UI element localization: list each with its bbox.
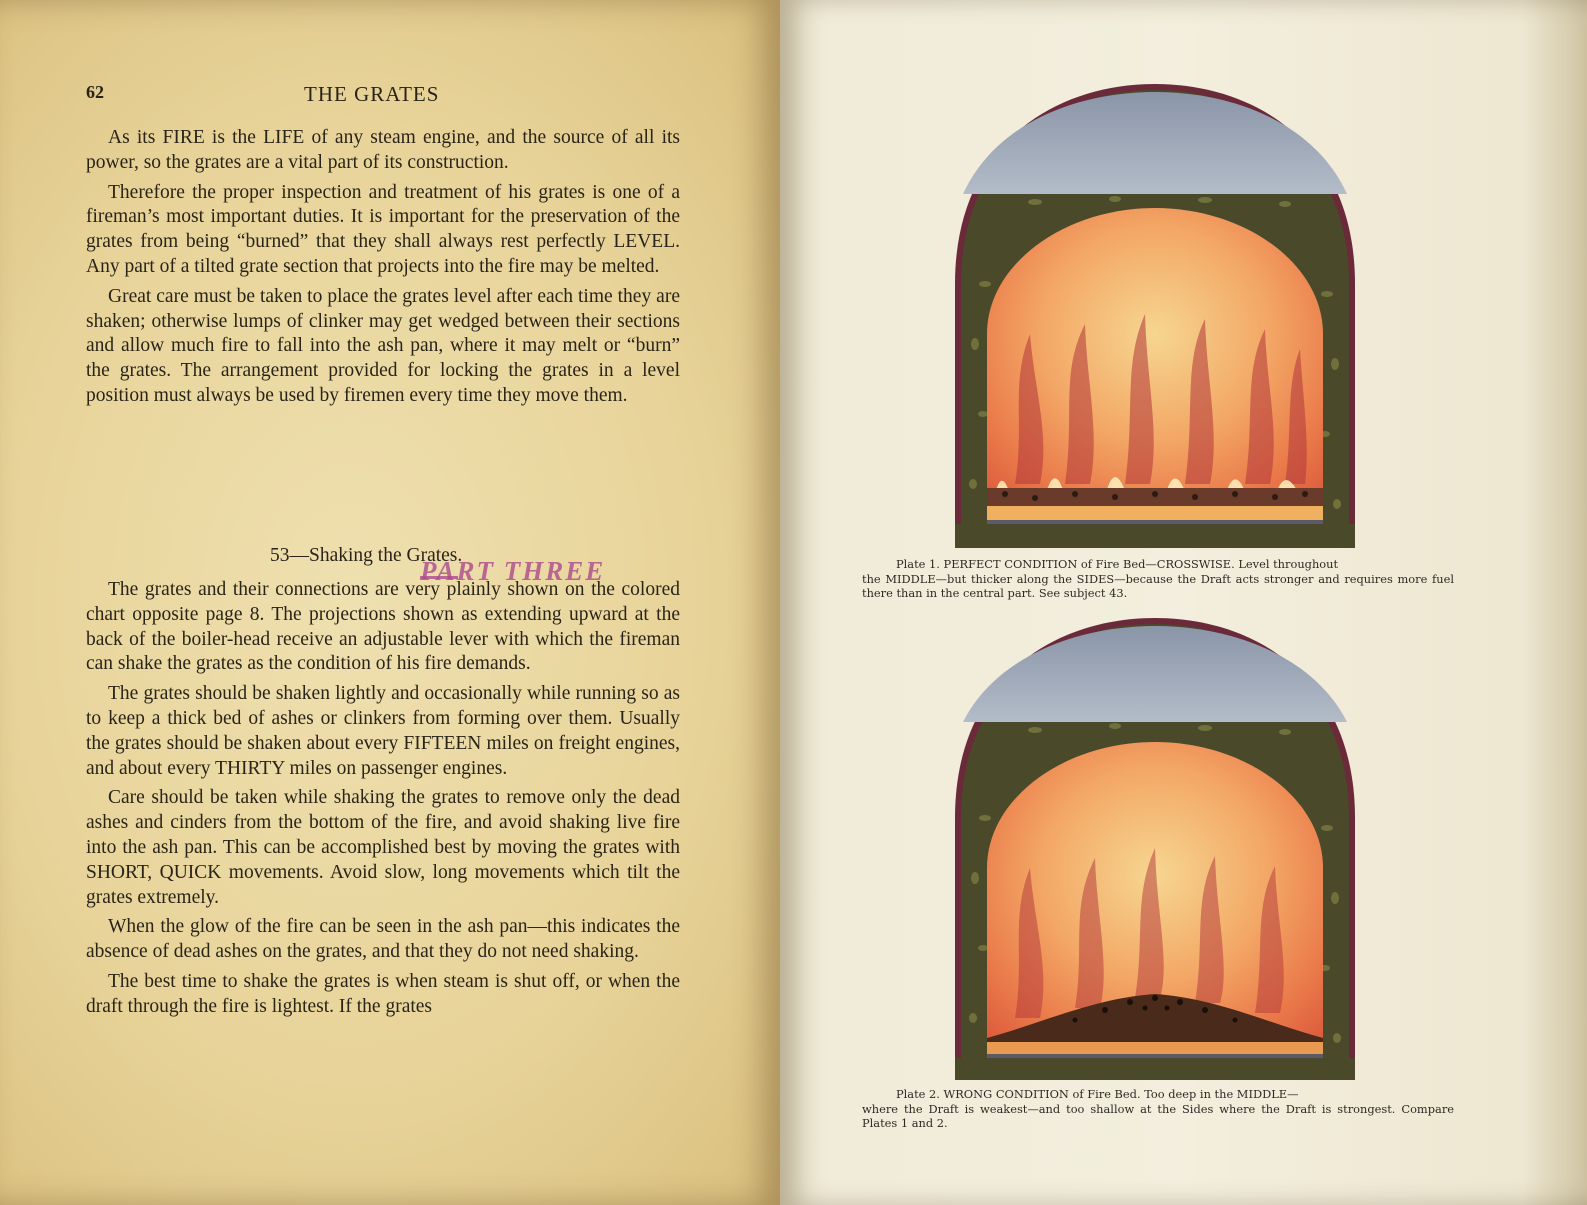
paragraph: Care should be taken while shaking the grates to remove only the dead ashes and cinders from the bottom of the fire, and avoid shaking live fire into the ash pan. This can be accomplished best by moving the grates with SHORT, QUICK movements. Avoid slow, long movements which tilt the grates extremely. bbox=[86, 787, 680, 908]
paragraph: The best time to shake the grates is when steam is shut off, or when the draft through the fire is lightest. If the grates bbox=[86, 970, 680, 1017]
section-heading: 53—Shaking the Grates. bbox=[270, 545, 463, 566]
part-stamp: PART THREE bbox=[420, 556, 606, 586]
caption-line: Plate 1. PERFECT CONDITION of Fire Bed—CROSSWISE. Level throughout bbox=[896, 557, 1339, 571]
caption-line: Plate 2. WRONG CONDITION of Fire Bed. Too deep in the MIDDLE— bbox=[896, 1087, 1299, 1101]
plate-1-illustration bbox=[955, 84, 1355, 548]
paragraph: Great care must be taken to place the grates level after each time they are shaken; otherwise lumps of clinker may get wedged between their sections and allow much fire to fall into the ash pan, where it may melt or “burn” the grates. The arrangement provided for locking the grates in a level position must always be used by firemen every time they move them. bbox=[86, 285, 680, 406]
caption-text: the MIDDLE—but thicker along the SIDES—because the Draft acts stronger and requires more fuel there than in the central part. See subject 43. bbox=[862, 571, 1454, 600]
caption-text: where the Draft is weakest—and too shallow at the Sides where the Draft is strongest. Compare Plates 1 and 2. bbox=[862, 1101, 1454, 1130]
left-page bbox=[0, 0, 780, 1205]
section-text bbox=[86, 578, 680, 1025]
paragraph: As its FIRE is the LIFE of any steam engine, and the source of all its power, so the grates are a vital part of its construction. bbox=[86, 127, 680, 173]
paragraph: When the glow of the fire can be seen in the ash pan—this indicates the absence of dead ashes on the grates, and that they do not need shaking. bbox=[86, 916, 680, 963]
paragraph: The grates and their connections are very plainly shown on the colored chart opposite page 8. The projections shown as extending upward at the back of the boiler-head receive an adjustable lever with which the fireman can shake the grates as the condition of his fire demands. bbox=[86, 579, 680, 675]
intro-text bbox=[86, 126, 680, 414]
plate-1-caption bbox=[862, 557, 1454, 601]
page-title: THE GRATES bbox=[304, 82, 440, 106]
plate-2-caption bbox=[862, 1087, 1454, 1131]
paragraph: The grates should be shaken lightly and occasionally while running so as to keep a thick bed of ashes or clinkers from forming over them. Usually the grates should be shaken about every FIFTEEN miles on freight engines, and about every THIRTY miles on passenger engines. bbox=[86, 683, 680, 779]
paragraph: Therefore the proper inspection and treatment of his grates is one of a fireman’s most important duties. It is important for the preservation of the grates from being “burned” that they shall always rest perfectly LEVEL. Any part of a tilted grate section that projects into the fire may be melted. bbox=[86, 181, 680, 277]
running-head bbox=[86, 82, 686, 110]
plate-2-illustration bbox=[955, 618, 1355, 1080]
page-number: 62 bbox=[86, 82, 104, 102]
